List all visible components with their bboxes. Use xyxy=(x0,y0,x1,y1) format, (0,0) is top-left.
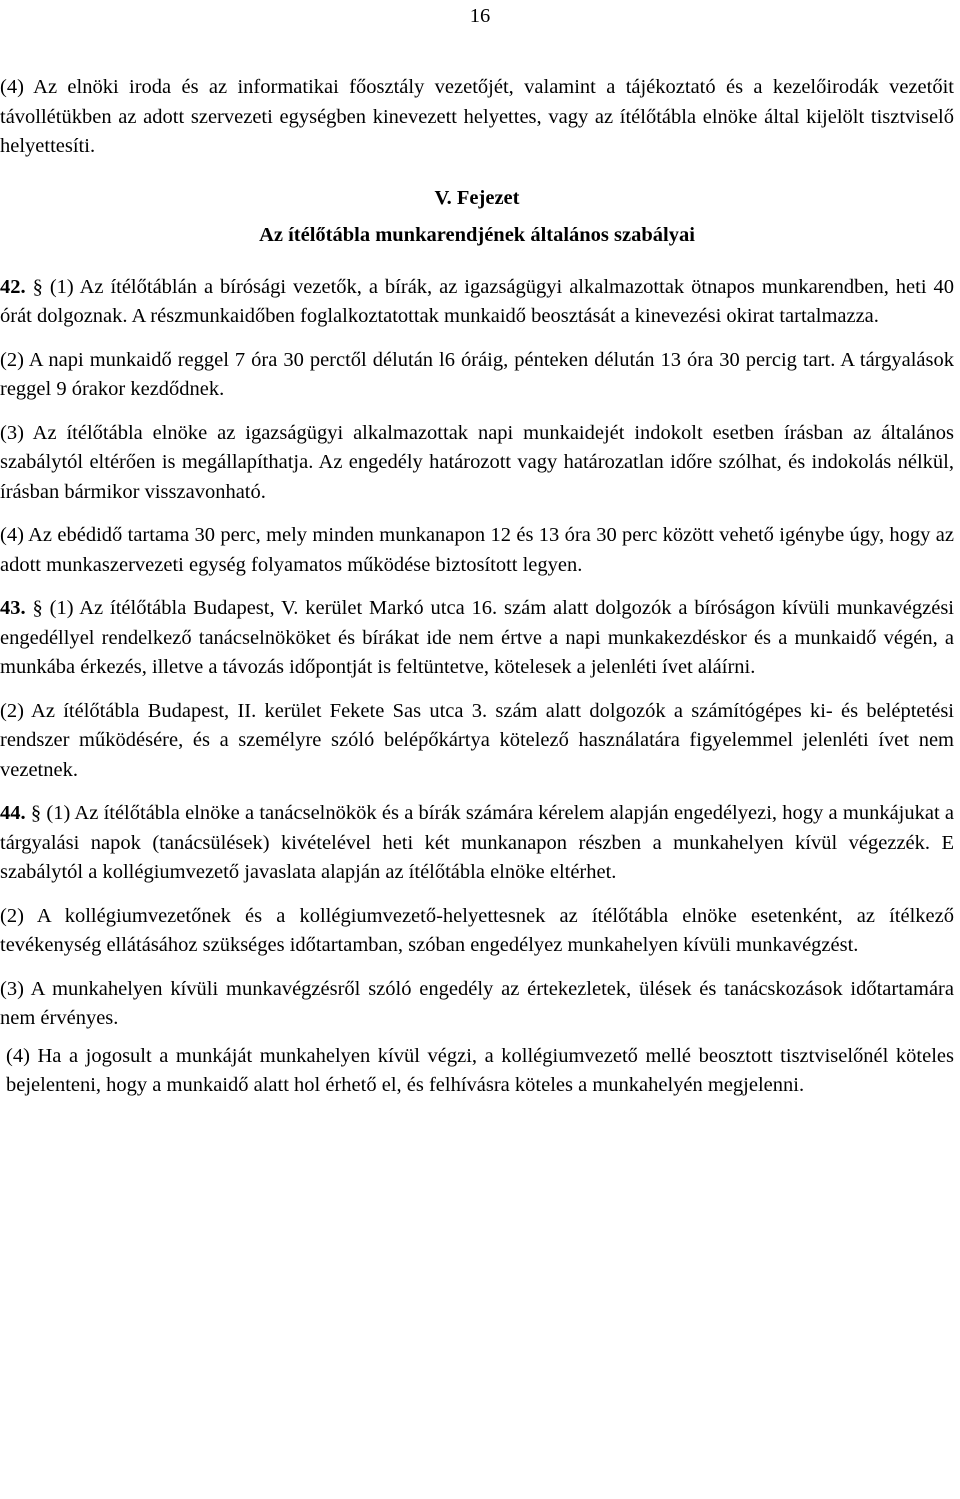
section-44-paragraph-3: (3) A munkahelyen kívüli munkavégzésről szóló engedély az értekezletek, ülések és tanácskozások időtartamára nem érvényes. xyxy=(0,977,954,1029)
page-number: 16 xyxy=(469,5,491,27)
section-44-paragraph-2: (2) A kollégiumvezetőnek és a kollégiumvezető-helyettesnek az ítélőtábla elnöke esetenként, az ítélkező tevékenység ellátásához szükséges időtartamban, szóban engedélyez munkahelyen kívüli munkavégzést. xyxy=(0,904,954,956)
section-42-paragraph-2: (2) A napi munkaidő reggel 7 óra 30 perctől délután l6 óráig, pénteken délután 13 óra 30 percig tart. A tárgyalások reggel 9 órakor kezdődnek. xyxy=(0,348,954,400)
section-42-paragraph-3: (3) Az ítélőtábla elnöke az igazságügyi alkalmazottak napi munkaidejét indokolt esetben írásban az általános szabálytól eltérően is megállapíthatja. Az engedély határozott vagy határozatlan időre szólhat, és indokolás nélkül, írásban bármikor visszavonható. xyxy=(0,421,954,503)
document-body xyxy=(0,73,954,1101)
section-43-paragraph-2: (2) Az ítélőtábla Budapest, II. kerület Fekete Sas utca 3. szám alatt dolgozók a számítógépes ki- és beléptetési rendszer működésére, és a személyre szóló belépőkártya kötelező használatára figyelemmel jelenléti ívet nem vezetnek. xyxy=(0,699,954,781)
chapter-title: Az ítélőtábla munkarendjének általános szabályai xyxy=(259,224,695,246)
paragraph-elnoki-iroda: (4) Az elnöki iroda és az informatikai főosztály vezetőjét, valamint a tájékoztató és a kezelőirodák vezetőit távollétükben az adott szervezeti egységben kinevezett helyettes, vagy az ítélőtábla elnöke által kijelölt tisztviselő helyettesíti. xyxy=(0,76,954,157)
section-number-42: 42. xyxy=(0,275,26,298)
section-44-paragraph-4: (4) Ha a jogosult a munkáját munkahelyen kívül végzi, a kollégiumvezető mellé beosztott tisztviselőnél köteles bejelenteni, hogy a munkaidő alatt hol érhető el, és felhívásra köteles a munkahelyén megjelenni. xyxy=(6,1044,954,1096)
section-42-paragraph-4: (4) Az ebédidő tartama 30 perc, mely minden munkanapon 12 és 13 óra 30 perc között vehető igénybe úgy, hogy az adott munkaszervezeti egység folyamatos működése biztosított legyen. xyxy=(0,524,954,576)
section-42-paragraph-1-text: § (1) Az ítélőtáblán a bírósági vezetők, a bírák, az igazságügyi alkalmazottak ötnapos munkarendben, heti 40 órát dolgoznak. A részmunkaidőben foglalkoztatottak munkaidő beosztását a kinevezési okirat tartalmazza. xyxy=(0,275,955,327)
section-43-paragraph-1-text: § (1) Az ítélőtábla Budapest, V. kerület Markó utca 16. szám alatt dolgozók a bíróságon kívüli munkavégzési engedéllyel rendelkező tanácselnököket és bírákat ide nem értve a napi munkakezdéskor és a munkaidő végén, a munkába érkezés, illetve a távozás időpontját is feltüntetve, kötelesek a jelenléti ívet aláírni. xyxy=(0,597,955,678)
section-44-paragraph-1 xyxy=(0,799,954,888)
section-42-paragraph-1 xyxy=(0,273,954,332)
chapter-number: V. Fejezet xyxy=(434,186,520,209)
section-number-44: 44. xyxy=(0,802,26,824)
section-number-43: 43. xyxy=(0,597,26,619)
section-43-paragraph-1 xyxy=(0,594,954,683)
section-44-paragraph-1-text: § (1) Az ítélőtábla elnöke a tanácselnökök és a bírák számára kérelem alapján engedélyezi, hogy a munkájukat a tárgyalási napok (tanácsülések) kivételével heti két munkanapon részben a munkahelyen kívül végezzék. E szabálytól a kollégiumvezető javaslata alapján az ítélőtábla elnöke eltérhet. xyxy=(0,802,955,883)
